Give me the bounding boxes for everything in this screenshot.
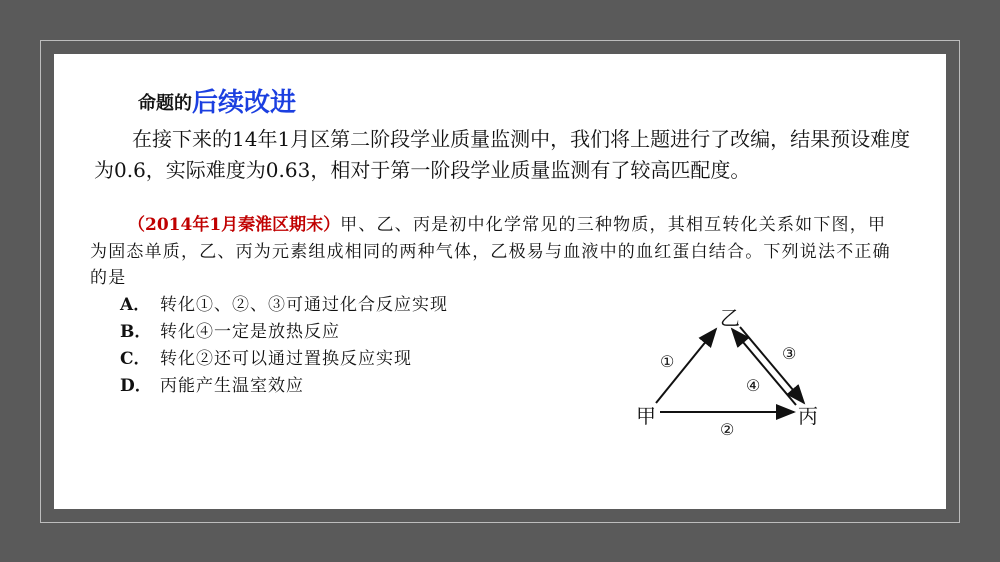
option-text: 转化①、②、③可通过化合反应实现 [160,295,448,315]
title-prefix: 命题的 [138,93,192,114]
option-b [120,319,448,346]
label-r4: ④ [746,376,761,395]
question-text: 甲、乙、丙是初中化学常见的三种物质，其相互转化关系如下图，甲为固态单质，乙、丙为元素组成相同的两种气体，乙极易与血液中的血红蛋白结合。下列说法不正确的是 [90,215,891,288]
option-text: 转化②还可以通过置换反应实现 [160,349,412,369]
option-letter: C． [120,349,151,369]
label-r1: ① [660,352,675,371]
node-yi: 乙 [720,306,740,330]
option-a [120,292,448,319]
option-text: 丙能产生温室效应 [160,376,304,396]
question-source: （2014年1月秦淮区期末） [128,215,341,235]
option-letter: B． [120,322,152,342]
slide [54,54,946,509]
option-text: 转化④一定是放热反应 [160,322,340,342]
label-r3: ③ [782,344,797,363]
node-bing: 丙 [798,404,818,428]
option-c [120,346,448,373]
intro-paragraph: 在接下来的14年1月区第二阶段学业质量监测中，我们将上题进行了改编，结果预设难度为0.6，实际难度为0.63，相对于第一阶段学业质量监测有了较高匹配度。 [94,127,911,182]
title-highlight: 后续改进 [192,88,297,118]
options-list [120,292,448,400]
question-stem [90,212,900,292]
slide-title [138,88,296,119]
node-jia: 甲 [636,404,656,428]
arrow-bing-to-yi [732,329,796,405]
option-letter: A． [120,295,151,315]
option-d [120,373,448,400]
label-r2: ② [720,420,735,439]
option-letter: D． [120,376,152,396]
conversion-diagram [636,299,836,439]
